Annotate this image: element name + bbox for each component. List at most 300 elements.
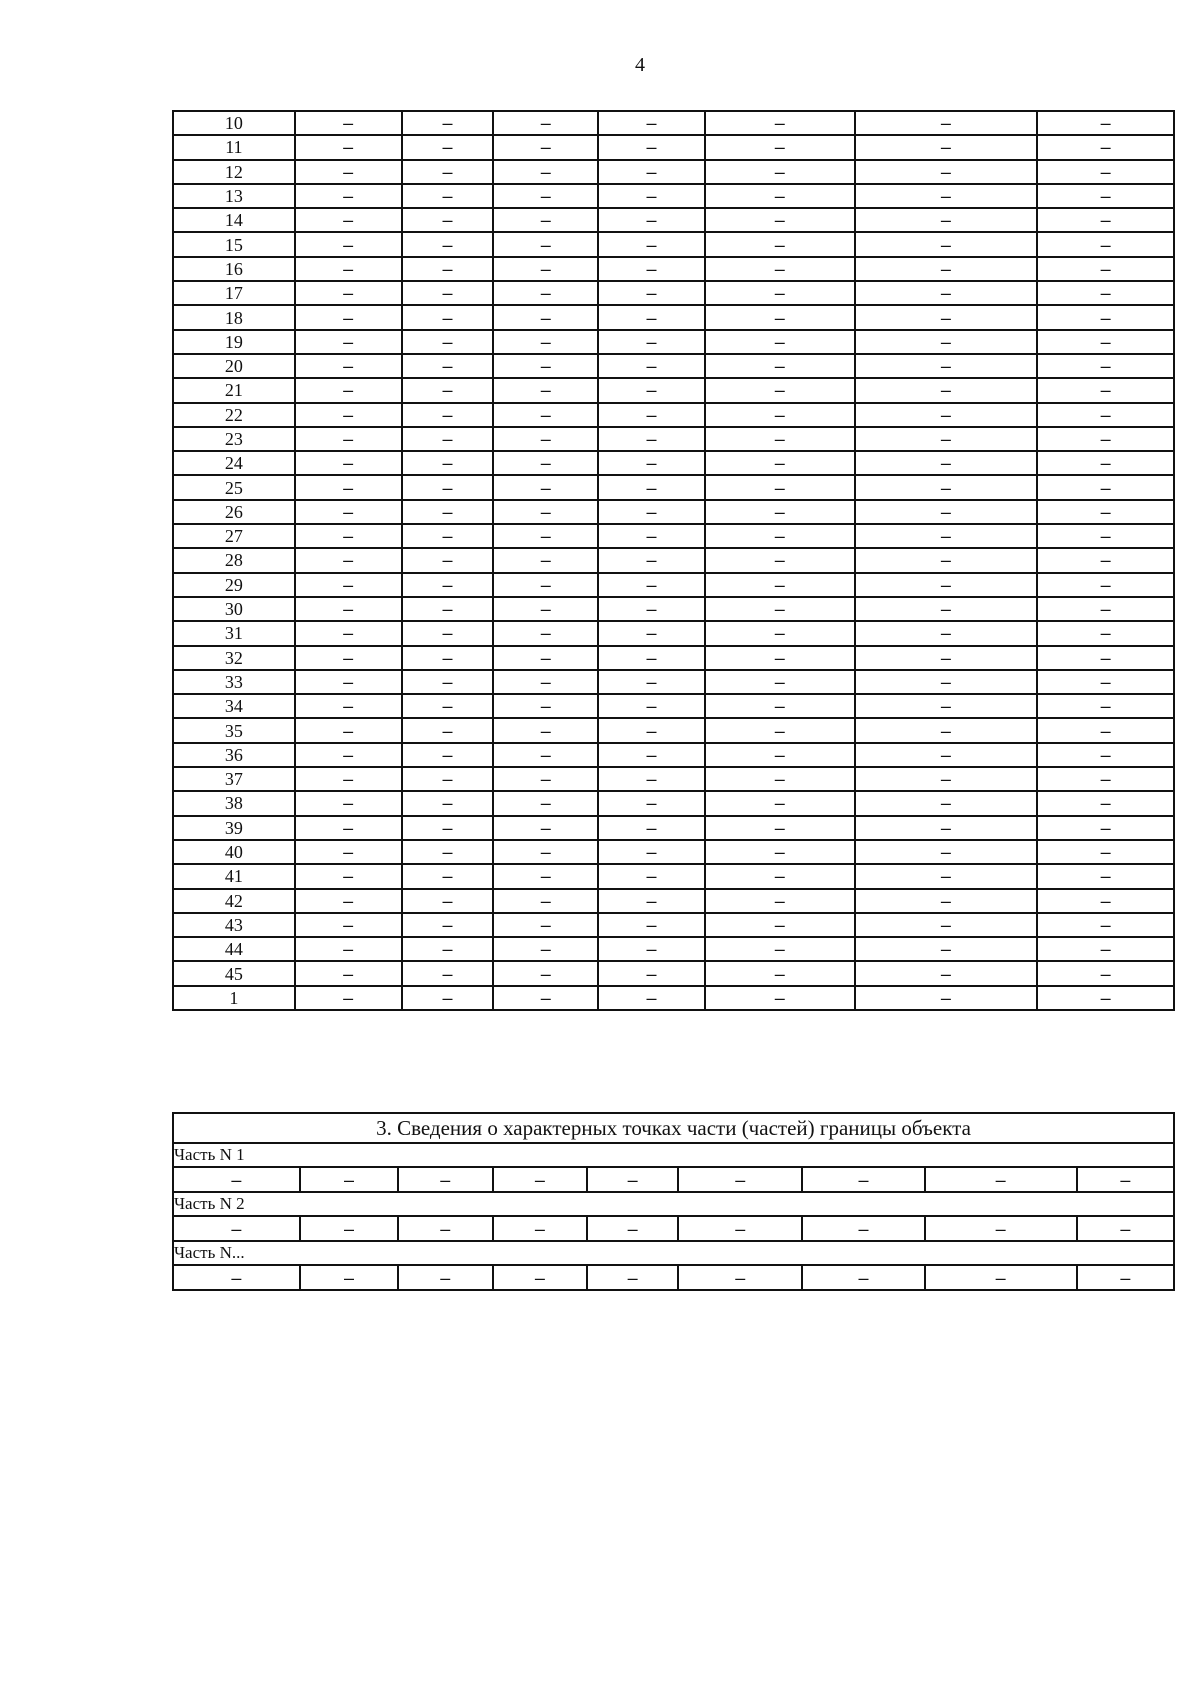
part-label: Часть N 1 (173, 1143, 1174, 1167)
empty-value-cell: – (855, 646, 1038, 670)
table-row (173, 378, 1174, 402)
empty-value-cell: – (598, 111, 705, 135)
empty-value-cell: – (705, 791, 855, 815)
empty-value-cell: – (295, 597, 402, 621)
point-number: 23 (173, 427, 295, 451)
table-row (173, 816, 1174, 840)
empty-value-cell: – (402, 767, 494, 791)
point-number: 21 (173, 378, 295, 402)
empty-value-cell: – (402, 646, 494, 670)
empty-value-cell: – (398, 1167, 493, 1192)
empty-value-cell: – (705, 864, 855, 888)
empty-value-cell: – (295, 767, 402, 791)
table-row (173, 694, 1174, 718)
empty-value-cell: – (493, 937, 598, 961)
empty-value-cell: – (493, 573, 598, 597)
table-row (173, 135, 1174, 159)
point-number: 26 (173, 500, 295, 524)
empty-value-cell: – (295, 889, 402, 913)
empty-value-cell: – (598, 548, 705, 572)
empty-value-cell: – (1037, 354, 1174, 378)
table-row (173, 597, 1174, 621)
empty-value-cell: – (295, 257, 402, 281)
empty-value-cell: – (598, 257, 705, 281)
empty-value-cell: – (295, 427, 402, 451)
empty-value-cell: – (295, 961, 402, 985)
empty-value-cell: – (493, 864, 598, 888)
empty-value-cell: – (598, 937, 705, 961)
point-number: 25 (173, 475, 295, 499)
part-label: Часть N 2 (173, 1192, 1174, 1216)
empty-value-cell: – (598, 305, 705, 329)
point-number: 35 (173, 718, 295, 742)
empty-value-cell: – (1037, 184, 1174, 208)
empty-value-cell: – (295, 184, 402, 208)
empty-value-cell: – (493, 500, 598, 524)
empty-value-cell: – (802, 1216, 924, 1241)
empty-value-cell: – (705, 937, 855, 961)
empty-value-cell: – (402, 160, 494, 184)
point-number: 24 (173, 451, 295, 475)
parts-title-row (173, 1113, 1174, 1143)
empty-value-cell: – (1037, 937, 1174, 961)
empty-value-cell: – (855, 791, 1038, 815)
empty-value-cell: – (855, 232, 1038, 256)
point-number: 39 (173, 816, 295, 840)
empty-value-cell: – (402, 403, 494, 427)
point-number: 17 (173, 281, 295, 305)
empty-value-cell: – (1037, 475, 1174, 499)
point-number: 13 (173, 184, 295, 208)
empty-value-cell: – (493, 718, 598, 742)
empty-value-cell: – (402, 281, 494, 305)
empty-value-cell: – (1037, 597, 1174, 621)
empty-value-cell: – (1037, 913, 1174, 937)
empty-value-cell: – (493, 743, 598, 767)
table-row (173, 305, 1174, 329)
part-values-row (173, 1216, 1174, 1241)
point-number: 16 (173, 257, 295, 281)
empty-value-cell: – (402, 913, 494, 937)
point-number: 43 (173, 913, 295, 937)
table-row (173, 937, 1174, 961)
empty-value-cell: – (402, 135, 494, 159)
empty-value-cell: – (1077, 1265, 1174, 1290)
table-row (173, 913, 1174, 937)
point-number: 20 (173, 354, 295, 378)
empty-value-cell: – (598, 281, 705, 305)
empty-value-cell: – (802, 1265, 924, 1290)
point-number: 32 (173, 646, 295, 670)
empty-value-cell: – (295, 305, 402, 329)
empty-value-cell: – (295, 354, 402, 378)
empty-value-cell: – (705, 475, 855, 499)
empty-value-cell: – (493, 889, 598, 913)
empty-value-cell: – (598, 646, 705, 670)
empty-value-cell: – (1037, 330, 1174, 354)
table-row (173, 889, 1174, 913)
empty-value-cell: – (1037, 208, 1174, 232)
empty-value-cell: – (493, 354, 598, 378)
empty-value-cell: – (295, 208, 402, 232)
empty-value-cell: – (678, 1216, 802, 1241)
empty-value-cell: – (493, 305, 598, 329)
empty-value-cell: – (855, 305, 1038, 329)
empty-value-cell: – (855, 670, 1038, 694)
empty-value-cell: – (493, 816, 598, 840)
empty-value-cell: – (402, 840, 494, 864)
empty-value-cell: – (598, 791, 705, 815)
empty-value-cell: – (705, 160, 855, 184)
empty-value-cell: – (855, 475, 1038, 499)
table-row (173, 257, 1174, 281)
empty-value-cell: – (705, 743, 855, 767)
empty-value-cell: – (295, 403, 402, 427)
point-number: 28 (173, 548, 295, 572)
empty-value-cell: – (1077, 1167, 1174, 1192)
empty-value-cell: – (295, 670, 402, 694)
empty-value-cell: – (855, 840, 1038, 864)
point-number: 14 (173, 208, 295, 232)
empty-value-cell: – (295, 816, 402, 840)
empty-value-cell: – (855, 864, 1038, 888)
empty-value-cell: – (598, 961, 705, 985)
empty-value-cell: – (300, 1216, 398, 1241)
point-number: 22 (173, 403, 295, 427)
empty-value-cell: – (493, 378, 598, 402)
empty-value-cell: – (855, 111, 1038, 135)
empty-value-cell: – (705, 378, 855, 402)
empty-value-cell: – (493, 330, 598, 354)
empty-value-cell: – (402, 889, 494, 913)
empty-value-cell: – (1037, 135, 1174, 159)
empty-value-cell: – (705, 840, 855, 864)
table-row (173, 184, 1174, 208)
empty-value-cell: – (598, 135, 705, 159)
empty-value-cell: – (1037, 718, 1174, 742)
empty-value-cell: – (598, 986, 705, 1010)
empty-value-cell: – (295, 743, 402, 767)
empty-value-cell: – (598, 160, 705, 184)
empty-value-cell: – (705, 718, 855, 742)
empty-value-cell: – (678, 1167, 802, 1192)
empty-value-cell: – (493, 1216, 588, 1241)
empty-value-cell: – (855, 427, 1038, 451)
empty-value-cell: – (402, 354, 494, 378)
empty-value-cell: – (402, 111, 494, 135)
empty-value-cell: – (295, 864, 402, 888)
empty-value-cell: – (1037, 548, 1174, 572)
empty-value-cell: – (705, 961, 855, 985)
point-number: 36 (173, 743, 295, 767)
empty-value-cell: – (402, 694, 494, 718)
page-number: 4 (635, 54, 645, 76)
empty-value-cell: – (925, 1216, 1077, 1241)
table-row (173, 840, 1174, 864)
table-row (173, 743, 1174, 767)
empty-value-cell: – (705, 694, 855, 718)
table-row (173, 548, 1174, 572)
empty-value-cell: – (295, 475, 402, 499)
empty-value-cell: – (855, 184, 1038, 208)
table-row (173, 354, 1174, 378)
point-number: 33 (173, 670, 295, 694)
point-number: 31 (173, 621, 295, 645)
empty-value-cell: – (295, 913, 402, 937)
empty-value-cell: – (300, 1265, 398, 1290)
empty-value-cell: – (855, 548, 1038, 572)
empty-value-cell: – (493, 548, 598, 572)
empty-value-cell: – (493, 475, 598, 499)
empty-value-cell: – (855, 743, 1038, 767)
empty-value-cell: – (925, 1265, 1077, 1290)
table-row (173, 208, 1174, 232)
empty-value-cell: – (295, 135, 402, 159)
empty-value-cell: – (493, 986, 598, 1010)
empty-value-cell: – (402, 621, 494, 645)
empty-value-cell: – (402, 743, 494, 767)
empty-value-cell: – (598, 184, 705, 208)
empty-value-cell: – (705, 646, 855, 670)
empty-value-cell: – (705, 451, 855, 475)
empty-value-cell: – (705, 330, 855, 354)
empty-value-cell: – (705, 257, 855, 281)
point-number: 12 (173, 160, 295, 184)
empty-value-cell: – (493, 403, 598, 427)
empty-value-cell: – (855, 986, 1038, 1010)
empty-value-cell: – (598, 621, 705, 645)
empty-value-cell: – (493, 961, 598, 985)
empty-value-cell: – (295, 573, 402, 597)
point-number: 38 (173, 791, 295, 815)
empty-value-cell: – (598, 694, 705, 718)
empty-value-cell: – (598, 816, 705, 840)
empty-value-cell: – (598, 889, 705, 913)
empty-value-cell: – (295, 621, 402, 645)
point-number: 44 (173, 937, 295, 961)
part-values-row (173, 1265, 1174, 1290)
empty-value-cell: – (493, 427, 598, 451)
empty-value-cell: – (598, 354, 705, 378)
empty-value-cell: – (1037, 111, 1174, 135)
point-number: 27 (173, 524, 295, 548)
empty-value-cell: – (402, 816, 494, 840)
empty-value-cell: – (173, 1167, 300, 1192)
empty-value-cell: – (598, 767, 705, 791)
empty-value-cell: – (855, 208, 1038, 232)
empty-value-cell: – (598, 864, 705, 888)
empty-value-cell: – (402, 718, 494, 742)
empty-value-cell: – (1037, 427, 1174, 451)
parts-table (172, 1112, 1175, 1291)
empty-value-cell: – (705, 548, 855, 572)
table-row (173, 718, 1174, 742)
table-row (173, 864, 1174, 888)
empty-value-cell: – (598, 840, 705, 864)
empty-value-cell: – (855, 451, 1038, 475)
empty-value-cell: – (598, 573, 705, 597)
empty-value-cell: – (1037, 816, 1174, 840)
empty-value-cell: – (705, 305, 855, 329)
empty-value-cell: – (402, 257, 494, 281)
empty-value-cell: – (398, 1265, 493, 1290)
empty-value-cell: – (1037, 694, 1174, 718)
part-label-row (173, 1192, 1174, 1216)
point-number: 30 (173, 597, 295, 621)
empty-value-cell: – (493, 767, 598, 791)
empty-value-cell: – (598, 427, 705, 451)
empty-value-cell: – (855, 694, 1038, 718)
table-row (173, 330, 1174, 354)
empty-value-cell: – (705, 986, 855, 1010)
table-row (173, 475, 1174, 499)
point-number: 34 (173, 694, 295, 718)
empty-value-cell: – (493, 913, 598, 937)
empty-value-cell: – (295, 330, 402, 354)
empty-value-cell: – (598, 378, 705, 402)
empty-value-cell: – (493, 621, 598, 645)
empty-value-cell: – (1037, 767, 1174, 791)
empty-value-cell: – (925, 1167, 1077, 1192)
empty-value-cell: – (587, 1265, 678, 1290)
empty-value-cell: – (1037, 621, 1174, 645)
empty-value-cell: – (705, 670, 855, 694)
table-row (173, 500, 1174, 524)
empty-value-cell: – (1077, 1216, 1174, 1241)
empty-value-cell: – (598, 597, 705, 621)
empty-value-cell: – (295, 791, 402, 815)
empty-value-cell: – (855, 403, 1038, 427)
table-row (173, 451, 1174, 475)
empty-value-cell: – (855, 621, 1038, 645)
empty-value-cell: – (1037, 889, 1174, 913)
empty-value-cell: – (705, 597, 855, 621)
empty-value-cell: – (295, 232, 402, 256)
empty-value-cell: – (705, 232, 855, 256)
empty-value-cell: – (295, 548, 402, 572)
empty-value-cell: – (855, 500, 1038, 524)
empty-value-cell: – (1037, 232, 1174, 256)
empty-value-cell: – (705, 889, 855, 913)
empty-value-cell: – (173, 1216, 300, 1241)
point-number: 41 (173, 864, 295, 888)
empty-value-cell: – (705, 111, 855, 135)
part-label-row (173, 1241, 1174, 1265)
part-label-row (173, 1143, 1174, 1167)
empty-value-cell: – (295, 937, 402, 961)
empty-value-cell: – (705, 208, 855, 232)
empty-value-cell: – (295, 986, 402, 1010)
empty-value-cell: – (705, 281, 855, 305)
table-row (173, 427, 1174, 451)
empty-value-cell: – (1037, 864, 1174, 888)
empty-value-cell: – (295, 111, 402, 135)
empty-value-cell: – (1037, 160, 1174, 184)
empty-value-cell: – (598, 718, 705, 742)
empty-value-cell: – (1037, 500, 1174, 524)
empty-value-cell: – (855, 524, 1038, 548)
empty-value-cell: – (855, 961, 1038, 985)
empty-value-cell: – (1037, 305, 1174, 329)
empty-value-cell: – (295, 451, 402, 475)
point-number: 42 (173, 889, 295, 913)
empty-value-cell: – (295, 646, 402, 670)
empty-value-cell: – (493, 1265, 588, 1290)
empty-value-cell: – (1037, 257, 1174, 281)
empty-value-cell: – (855, 378, 1038, 402)
table-row (173, 767, 1174, 791)
point-number: 37 (173, 767, 295, 791)
empty-value-cell: – (1037, 378, 1174, 402)
empty-value-cell: – (598, 475, 705, 499)
empty-value-cell: – (705, 767, 855, 791)
empty-value-cell: – (705, 573, 855, 597)
empty-value-cell: – (493, 646, 598, 670)
empty-value-cell: – (402, 184, 494, 208)
empty-value-cell: – (1037, 743, 1174, 767)
empty-value-cell: – (705, 135, 855, 159)
empty-value-cell: – (1037, 524, 1174, 548)
empty-value-cell: – (855, 330, 1038, 354)
table-row (173, 524, 1174, 548)
empty-value-cell: – (295, 378, 402, 402)
empty-value-cell: – (678, 1265, 802, 1290)
empty-value-cell: – (705, 621, 855, 645)
empty-value-cell: – (402, 597, 494, 621)
empty-value-cell: – (493, 111, 598, 135)
table-row (173, 232, 1174, 256)
empty-value-cell: – (493, 791, 598, 815)
empty-value-cell: – (1037, 403, 1174, 427)
empty-value-cell: – (402, 791, 494, 815)
empty-value-cell: – (855, 937, 1038, 961)
empty-value-cell: – (705, 816, 855, 840)
empty-value-cell: – (402, 548, 494, 572)
table-row (173, 621, 1174, 645)
empty-value-cell: – (1037, 986, 1174, 1010)
empty-value-cell: – (300, 1167, 398, 1192)
empty-value-cell: – (855, 718, 1038, 742)
empty-value-cell: – (598, 743, 705, 767)
empty-value-cell: – (402, 330, 494, 354)
points-table (172, 110, 1175, 1011)
empty-value-cell: – (402, 475, 494, 499)
empty-value-cell: – (493, 670, 598, 694)
empty-value-cell: – (855, 160, 1038, 184)
empty-value-cell: – (493, 840, 598, 864)
empty-value-cell: – (1037, 281, 1174, 305)
point-number: 15 (173, 232, 295, 256)
table-row (173, 791, 1174, 815)
empty-value-cell: – (402, 864, 494, 888)
empty-value-cell: – (295, 500, 402, 524)
empty-value-cell: – (402, 305, 494, 329)
empty-value-cell: – (402, 208, 494, 232)
table-row (173, 111, 1174, 135)
empty-value-cell: – (598, 208, 705, 232)
empty-value-cell: – (855, 597, 1038, 621)
table-row (173, 961, 1174, 985)
empty-value-cell: – (402, 937, 494, 961)
point-number: 40 (173, 840, 295, 864)
table-row (173, 403, 1174, 427)
empty-value-cell: – (598, 403, 705, 427)
empty-value-cell: – (493, 1167, 588, 1192)
empty-value-cell: – (855, 281, 1038, 305)
empty-value-cell: – (295, 524, 402, 548)
empty-value-cell: – (402, 378, 494, 402)
empty-value-cell: – (173, 1265, 300, 1290)
